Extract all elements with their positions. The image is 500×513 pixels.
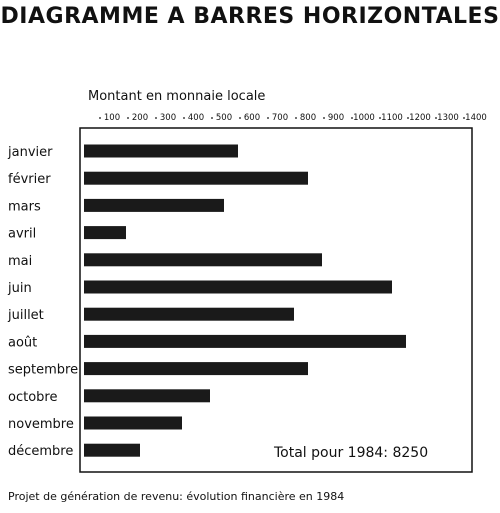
x-tick-label: 600 bbox=[243, 113, 261, 123]
category-label: décembre bbox=[8, 444, 74, 460]
category-label: juillet bbox=[8, 308, 44, 324]
x-tick-mark bbox=[155, 117, 157, 119]
category-labels bbox=[7, 145, 78, 459]
x-tick-mark bbox=[183, 117, 185, 119]
chart-title: DIAGRAMME A BARRES HORIZONTALES bbox=[0, 4, 500, 29]
x-tick-mark bbox=[127, 117, 129, 119]
x-tick-mark bbox=[407, 117, 409, 119]
x-tick-label: 1300 bbox=[437, 113, 459, 123]
x-tick-label: 1200 bbox=[409, 113, 431, 123]
bar bbox=[84, 362, 308, 375]
x-tick-mark bbox=[267, 117, 269, 119]
x-tick-label: 700 bbox=[271, 113, 289, 123]
x-tick-label: 500 bbox=[215, 113, 233, 123]
category-label: janvier bbox=[8, 145, 53, 160]
category-label: septembre bbox=[8, 362, 79, 378]
x-axis-label: Montant en monnaie locale bbox=[88, 89, 266, 104]
category-label: octobre bbox=[8, 389, 58, 405]
x-tick-mark bbox=[211, 117, 213, 119]
category-label: novembre bbox=[8, 417, 74, 432]
category-label: avril bbox=[8, 226, 37, 242]
chart-caption: Projet de génération de revenu: évolution financière en 1984 bbox=[8, 490, 345, 503]
bar bbox=[84, 172, 308, 185]
category-label: août bbox=[8, 335, 38, 351]
x-tick-mark bbox=[99, 117, 101, 119]
bar bbox=[84, 417, 182, 430]
bars bbox=[84, 145, 406, 457]
x-tick-mark bbox=[379, 117, 381, 119]
x-axis-ticks bbox=[99, 113, 487, 123]
x-tick-label: 200 bbox=[131, 113, 149, 123]
bar bbox=[84, 335, 406, 348]
category-label: mai bbox=[8, 253, 33, 269]
bar bbox=[84, 199, 224, 212]
bar bbox=[84, 308, 294, 321]
x-tick-mark bbox=[239, 117, 241, 119]
x-tick-label: 900 bbox=[327, 113, 345, 123]
x-tick-label: 1100 bbox=[381, 113, 403, 123]
total-annotation: Total pour 1984: 8250 bbox=[274, 445, 429, 461]
x-tick-label: 800 bbox=[299, 113, 317, 123]
bar bbox=[84, 253, 322, 266]
bar bbox=[84, 145, 238, 158]
category-label: février bbox=[8, 172, 51, 188]
x-tick-mark bbox=[435, 117, 437, 119]
x-tick-mark bbox=[463, 117, 465, 119]
x-tick-mark bbox=[323, 117, 325, 119]
x-tick-label: 1400 bbox=[465, 113, 487, 123]
category-label: mars bbox=[8, 199, 41, 215]
x-tick-label: 100 bbox=[103, 113, 121, 123]
bar bbox=[84, 226, 126, 239]
bar bbox=[84, 389, 210, 402]
x-tick-label: 300 bbox=[159, 113, 177, 123]
x-tick-label: 400 bbox=[187, 113, 205, 123]
x-tick-mark bbox=[351, 117, 353, 119]
x-tick-mark bbox=[295, 117, 297, 119]
bar bbox=[84, 281, 392, 294]
bar bbox=[84, 444, 140, 457]
category-label: juin bbox=[8, 281, 32, 296]
x-tick-label: 1000 bbox=[353, 113, 375, 123]
